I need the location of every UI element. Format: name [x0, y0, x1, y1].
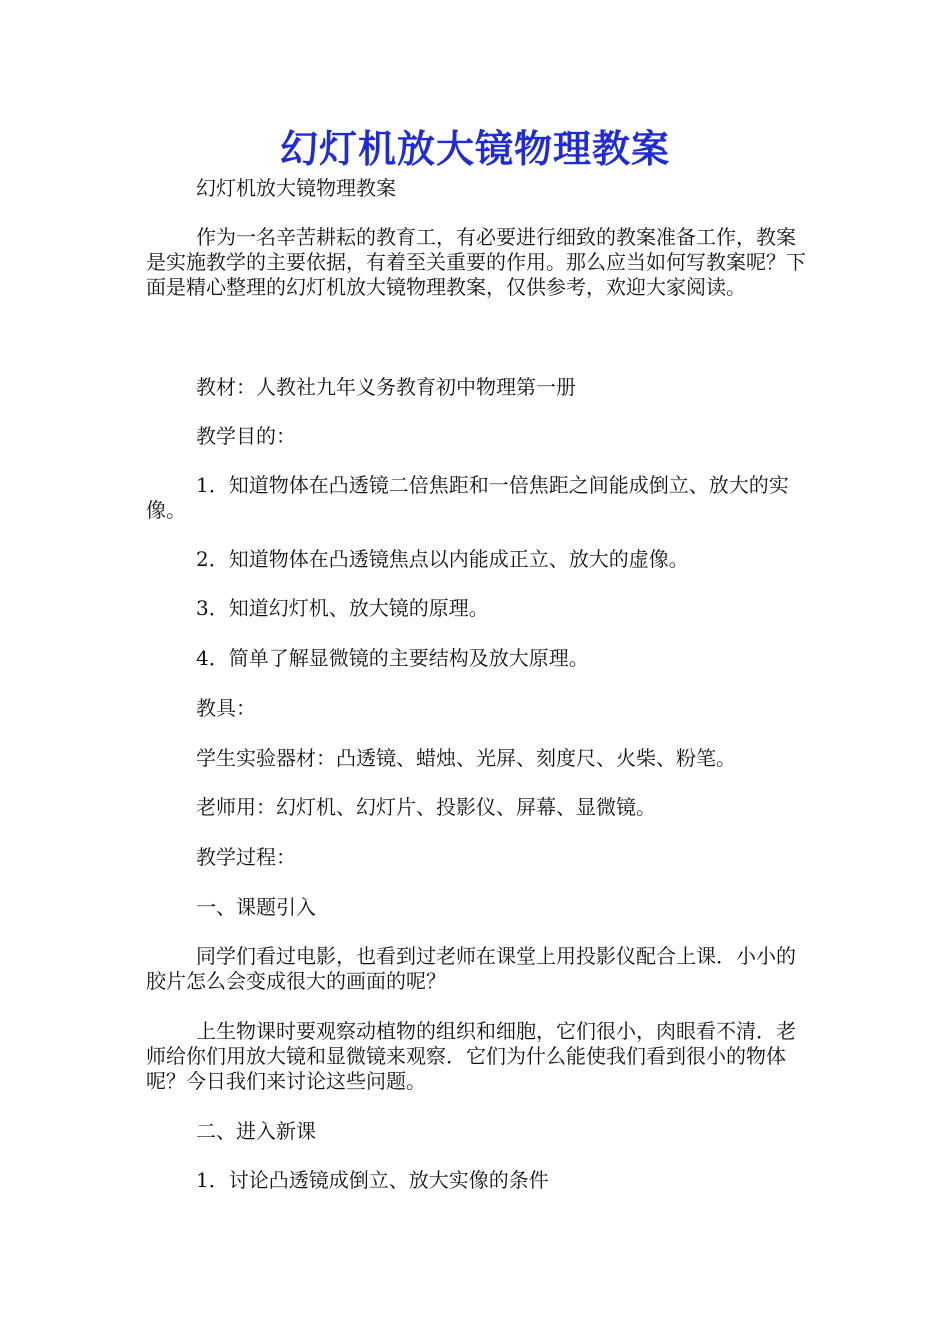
- document-subtitle: 幻灯机放大镜物理教案: [196, 176, 396, 200]
- teacher-equipment: 老师用：幻灯机、幻灯片、投影仪、屏幕、显微镜。: [196, 795, 656, 819]
- process-heading: 教学过程：: [196, 845, 296, 869]
- new-lesson-item-1: 1．讨论凸透镜成倒立、放大实像的条件: [196, 1168, 549, 1192]
- intro-discussion-paragraph: 同学们看过电影，也看到过老师在课堂上用投影仪配合上课．小小的胶片怎么会变成很大的画面的呢？: [146, 944, 796, 993]
- objective-item-1: 1．知道物体在凸透镜二倍焦距和一倍焦距之间能成倒立、放大的实像。: [146, 473, 789, 522]
- student-equipment: 学生实验器材：凸透镜、蜡烛、光屏、刻度尺、火柴、粉笔。: [196, 746, 736, 770]
- objective-item-3: 3．知道幻灯机、放大镜的原理。: [196, 596, 489, 620]
- document-title: 幻灯机放大镜物理教案: [279, 127, 670, 171]
- intro-paragraph: 作为一名辛苦耕耘的教育工，有必要进行细致的教案准备工作，教案是实施教学的主要依据，有着至关重要的作用。那么应当如何写教案呢？下面是精心整理的幻灯机放大镜物理教案，仅供参考，欢迎大家阅读。: [146, 225, 806, 299]
- section-heading-2: 二、进入新课: [196, 1119, 316, 1143]
- objective-item-4: 4．简单了解显微镜的主要结构及放大原理。: [196, 646, 589, 670]
- biology-paragraph: 上生物课时要观察动植物的组织和细胞，它们很小，肉眼看不清．老师给你们用放大镜和显微镜来观察．它们为什么能使我们看到很小的物体呢？今日我们来讨论这些问题。: [146, 1019, 796, 1093]
- objectives-heading: 教学目的：: [196, 424, 296, 448]
- textbook-line: 教材：人教社九年义务教育初中物理第一册: [196, 375, 576, 399]
- teaching-aids-heading: 教具：: [196, 696, 256, 720]
- objective-item-2: 2．知道物体在凸透镜焦点以内能成正立、放大的虚像。: [196, 547, 689, 571]
- section-heading-1: 一、课题引入: [196, 895, 316, 919]
